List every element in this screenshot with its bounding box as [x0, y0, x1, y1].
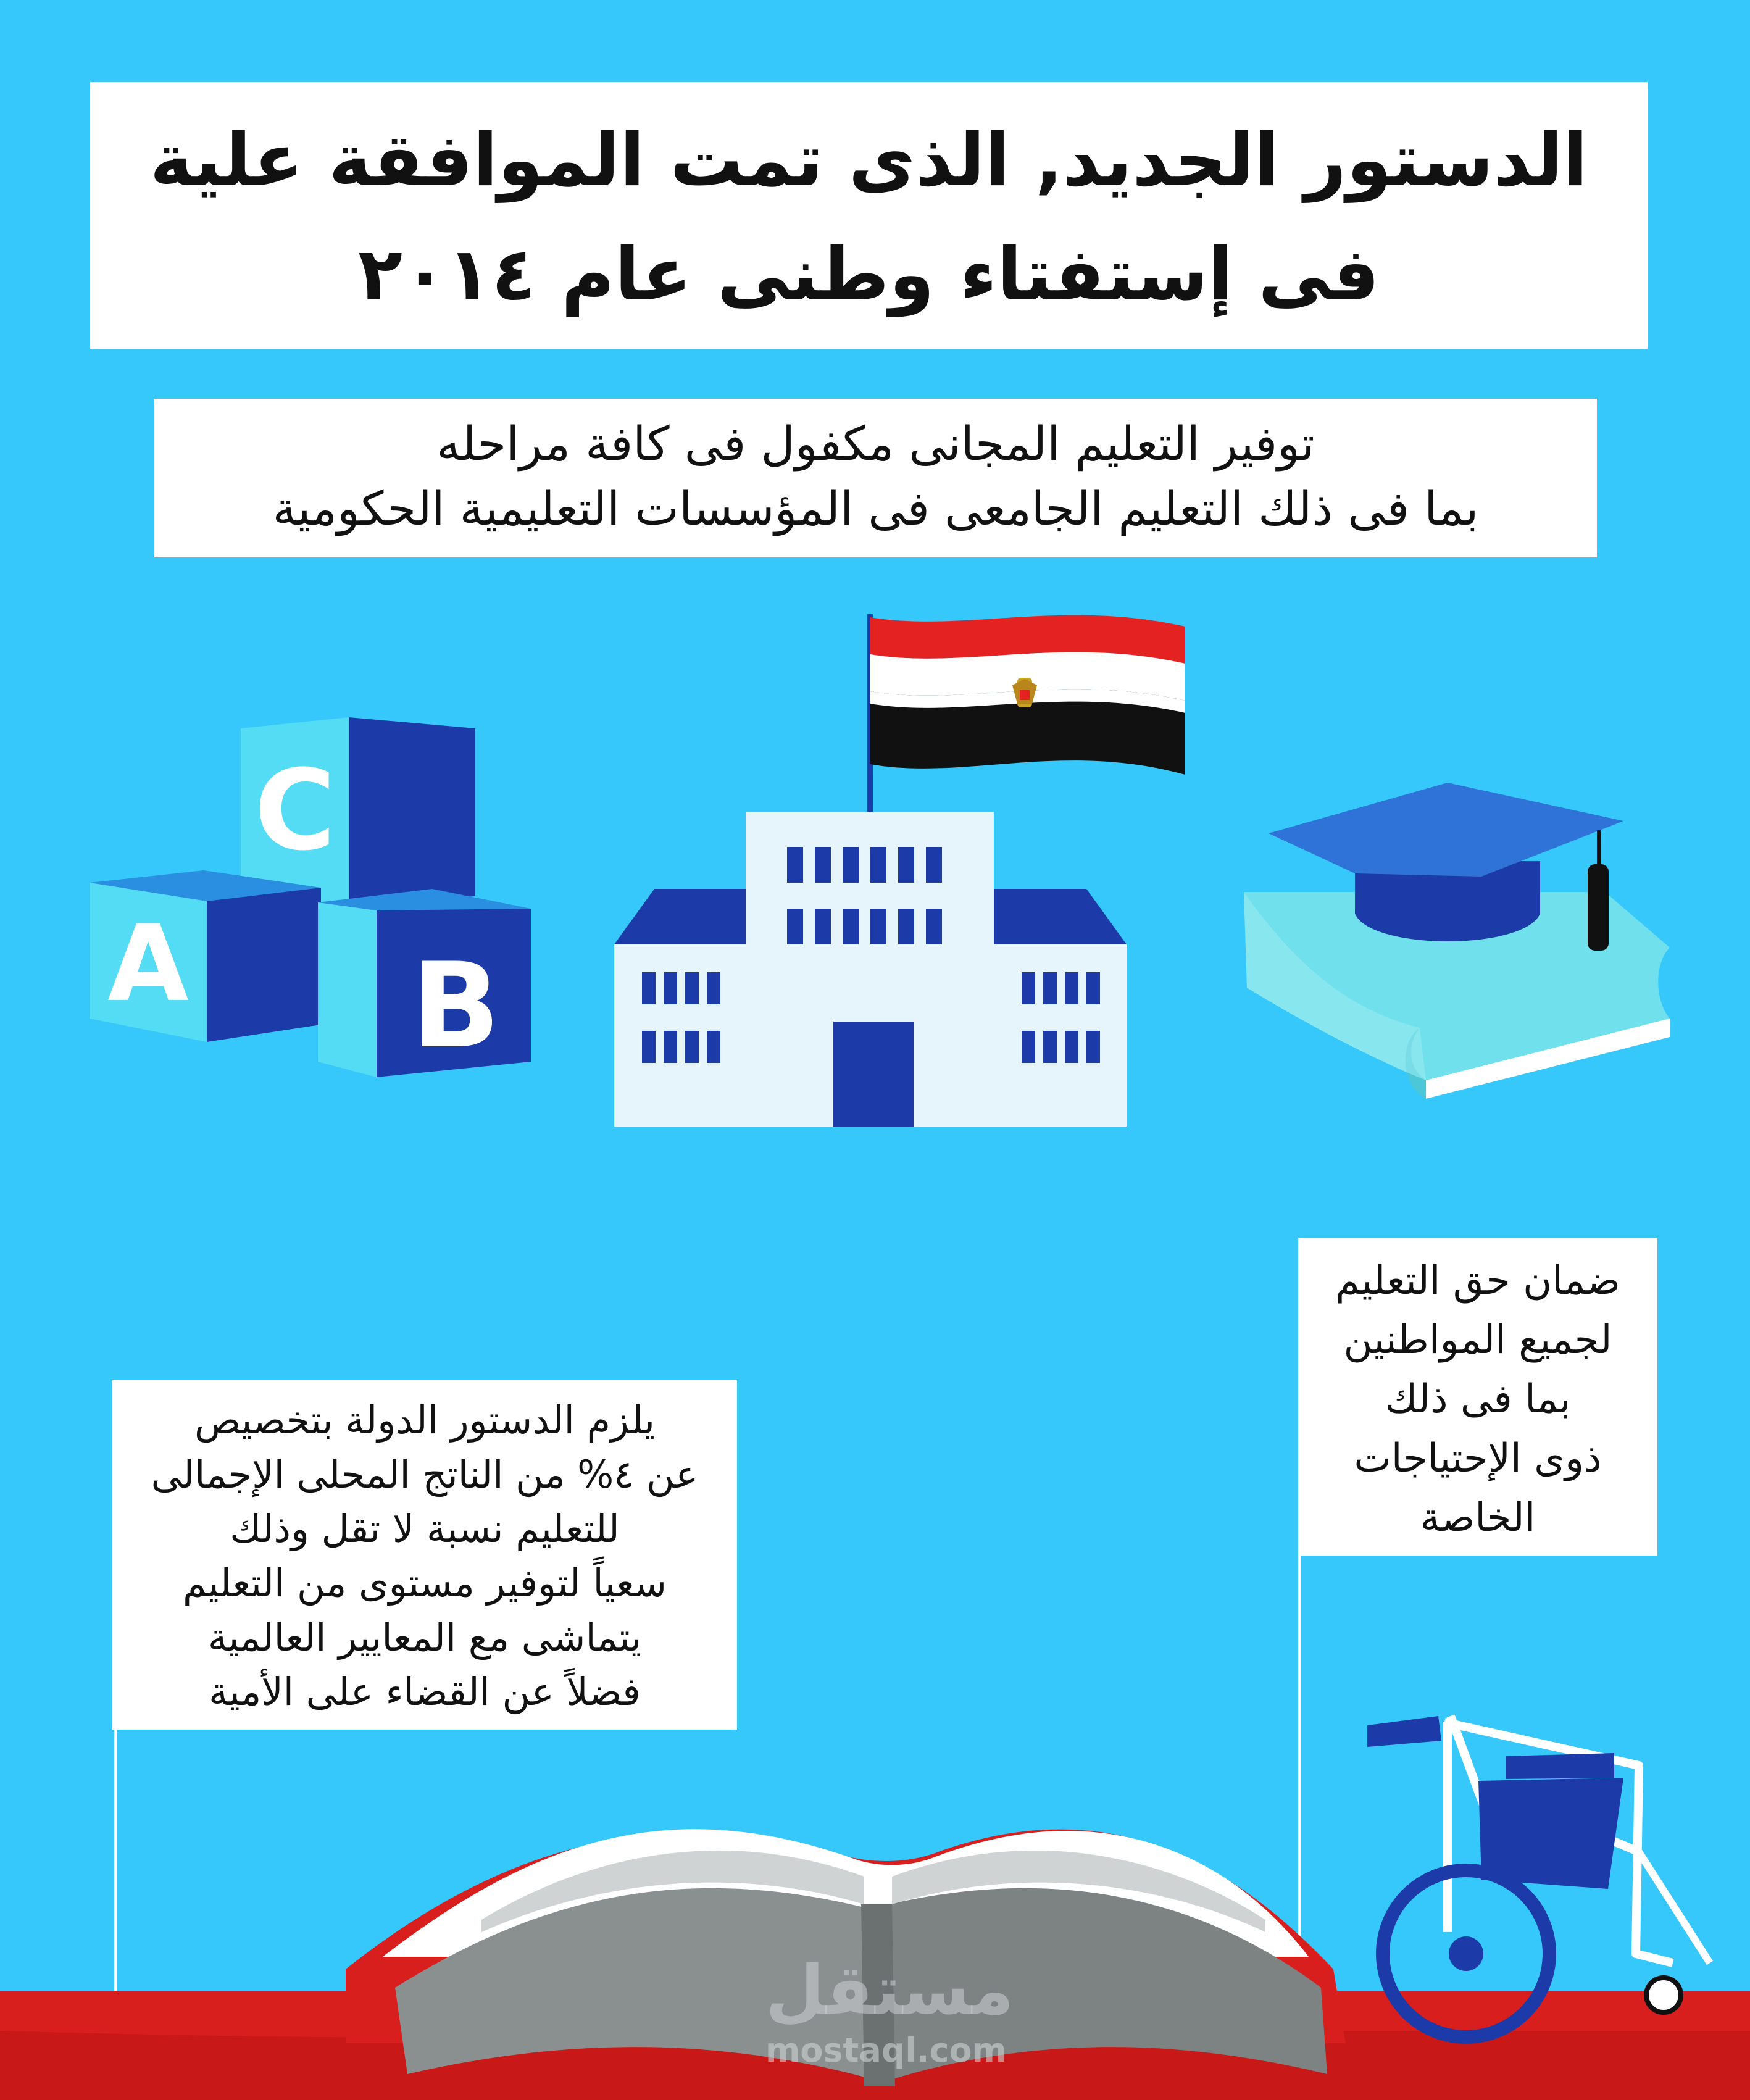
- left-note-line: عن ٤% من الناتج المحلى الإجمالى: [151, 1452, 699, 1497]
- right-note-line: ضمان حق التعليم: [1335, 1258, 1621, 1304]
- right-note-card: [1298, 1238, 1657, 1556]
- block-letter-b: B: [410, 938, 501, 1074]
- block-letter-c: C: [254, 746, 336, 875]
- title-card: [90, 82, 1648, 349]
- page-title-line-2: فى إستفتاء وطنى عام ٢٠١٤: [358, 231, 1380, 317]
- summary-card: [154, 399, 1597, 557]
- right-note-line: لجميع المواطنين: [1343, 1317, 1612, 1363]
- watermark-arabic: مستقل: [765, 1951, 1014, 2030]
- watermark-latin: mostaql.com: [765, 2031, 1007, 2070]
- summary-line-1: توفير التعليم المجانى مكفول فى كافة مراحله: [436, 416, 1315, 471]
- summary-line-2: بما فى ذلك التعليم الجامعى فى المؤسسات التعليمية الحكومية: [272, 481, 1479, 536]
- page-title-line-1: الدستور الجديد, الذى تمت الموافقة علية: [149, 117, 1588, 202]
- left-note-line: فضلاً عن القضاء على الأمية: [209, 1669, 641, 1714]
- left-note-line: للتعليم نسبة لا تقل وذلك: [230, 1506, 620, 1551]
- abc-blocks-illustration: [90, 717, 531, 1077]
- wheelchair-illustration: [1367, 1716, 1710, 2037]
- right-note-line: الخاصة: [1420, 1495, 1536, 1541]
- egypt-flag: [870, 615, 1185, 775]
- right-note-line: ذوى الإحتياجات: [1354, 1436, 1602, 1481]
- left-note-card: [112, 1380, 737, 1730]
- right-note-pointer: [1292, 1552, 1307, 1964]
- school-building-illustration: [614, 614, 1185, 1127]
- left-note-line: سعياً لتوفير مستوى من التعليم: [183, 1560, 667, 1606]
- left-note-line: يتماشى مع المعايير العالمية: [207, 1615, 642, 1660]
- block-letter-a: A: [107, 903, 189, 1025]
- right-note-line: بما فى ذلك: [1385, 1377, 1571, 1422]
- left-note-pointer: [108, 1725, 123, 2025]
- graduation-cap-book-illustration: [1244, 783, 1670, 1099]
- left-note-line: يلزم الدستور الدولة بتخصيص: [194, 1398, 655, 1443]
